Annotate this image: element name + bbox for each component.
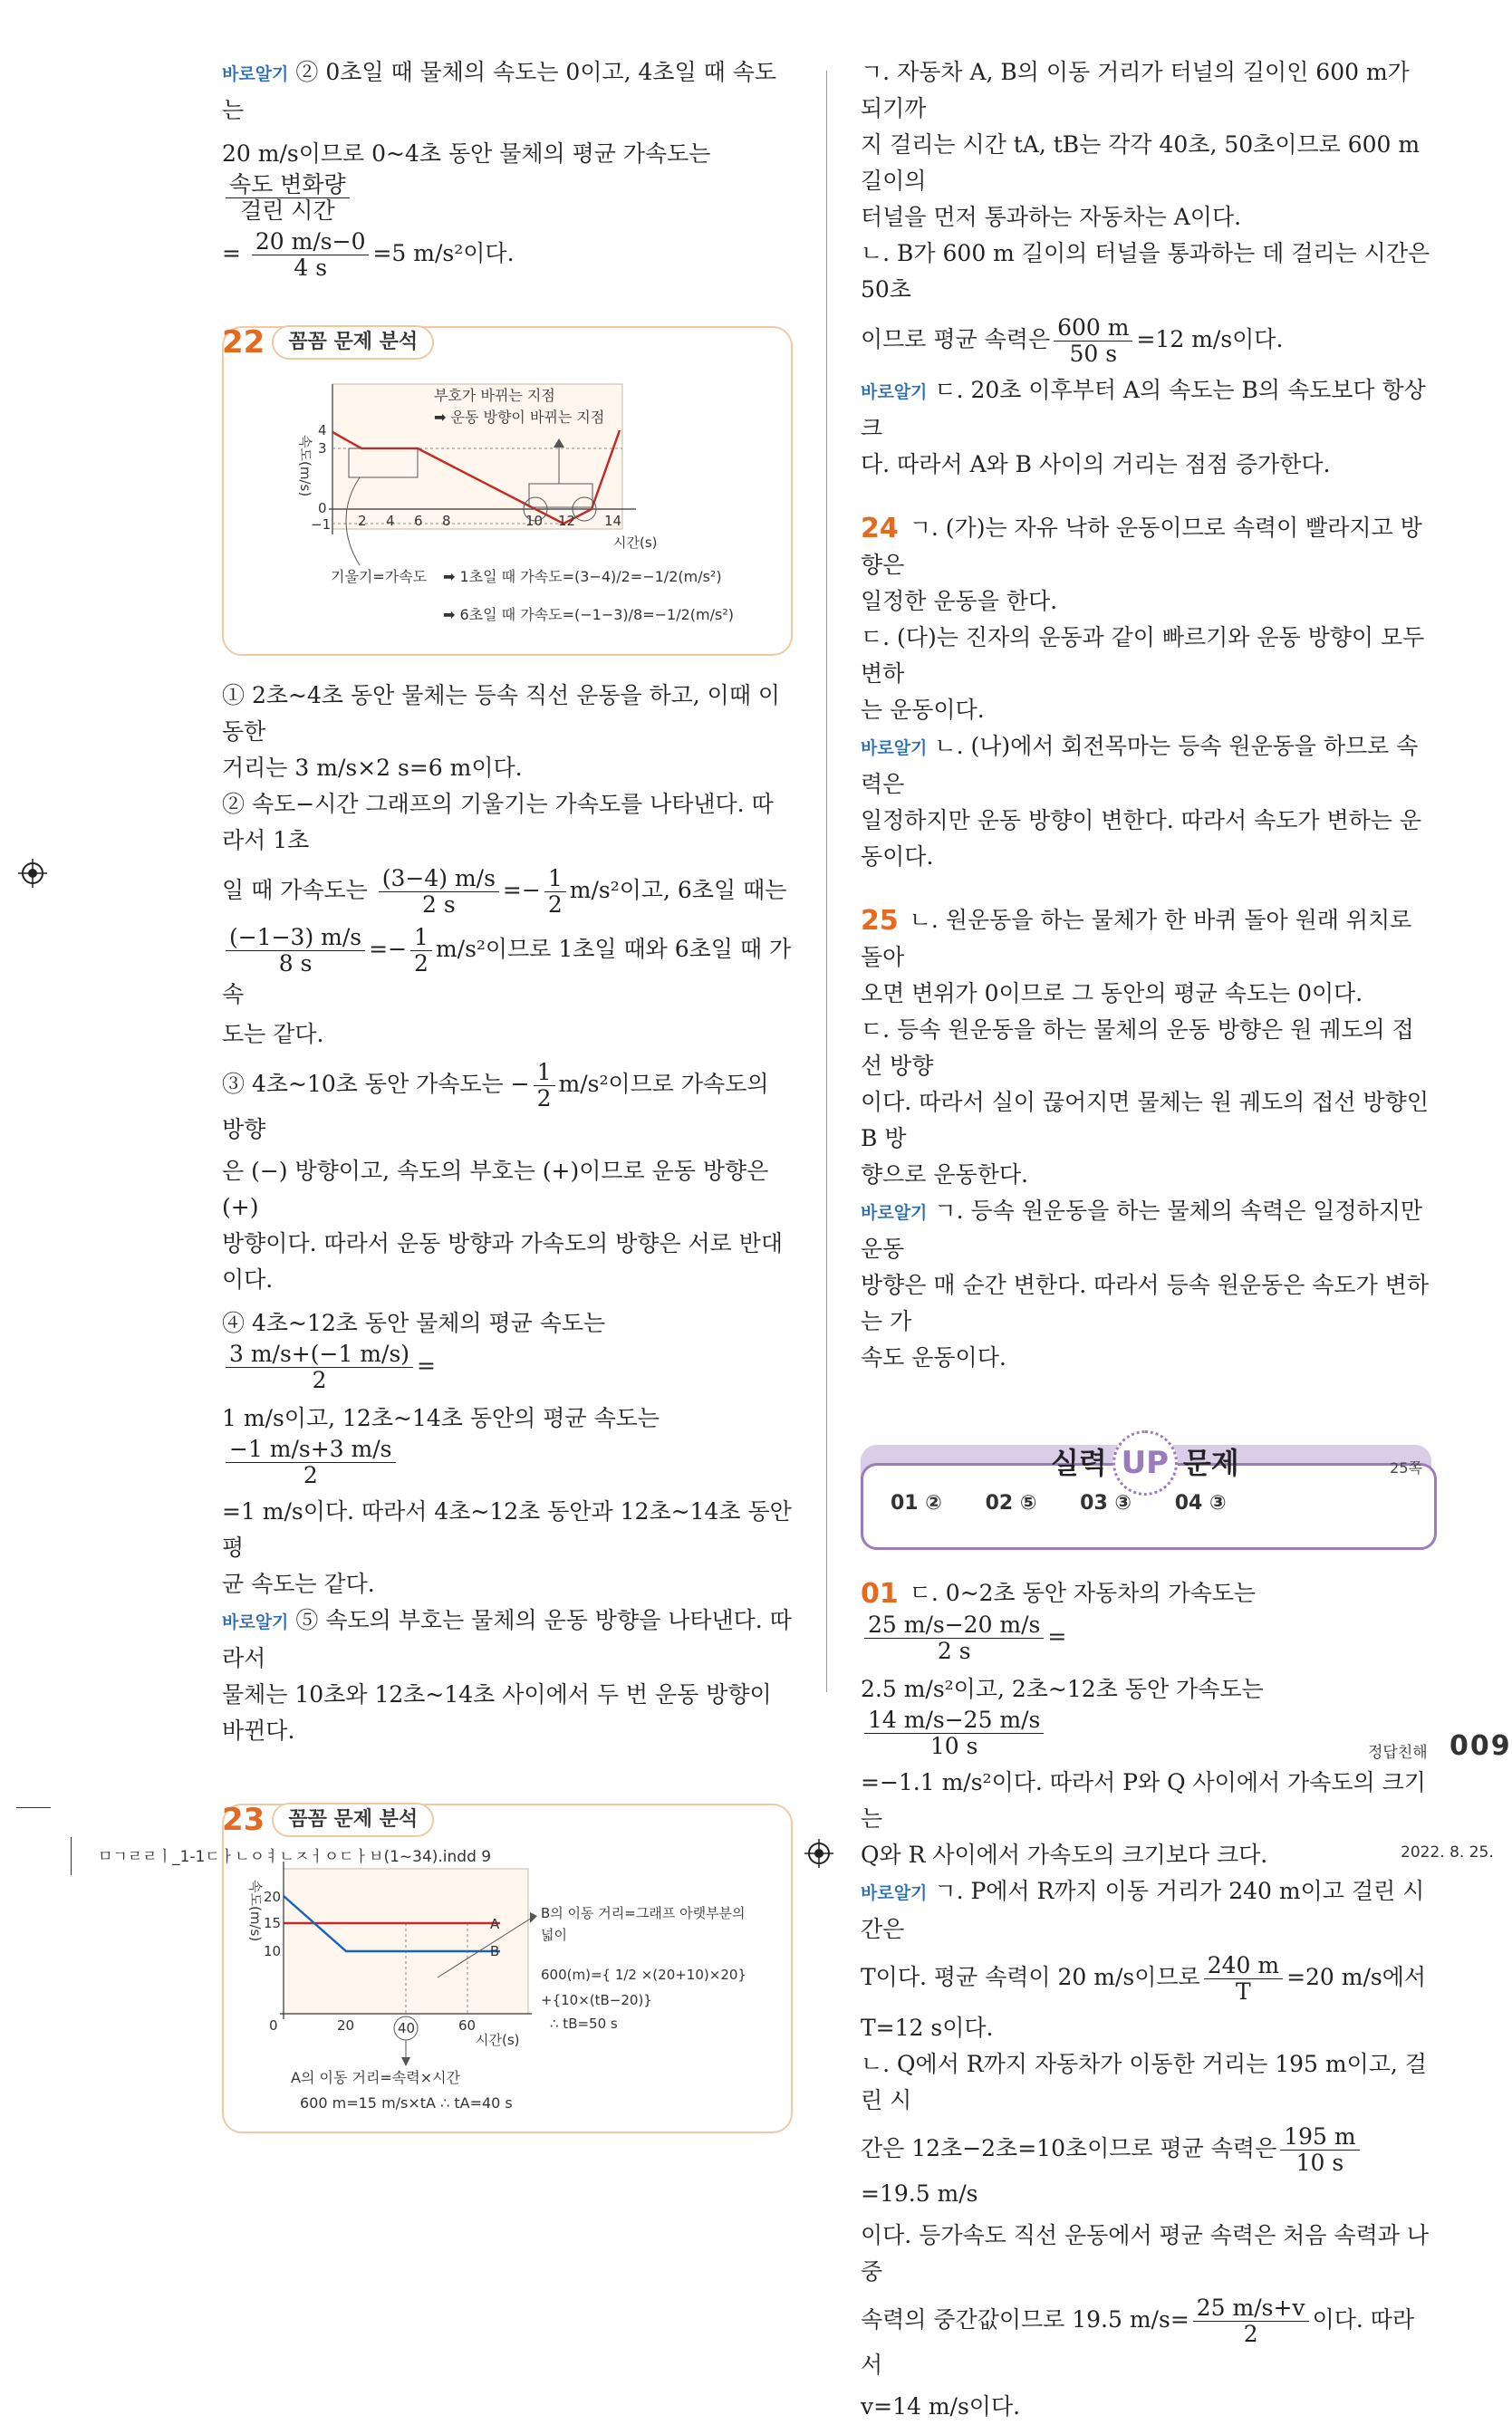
graph-note: 600(m)={ 1/2 ×(20+10)×20} (541, 1967, 746, 1983)
x-tick: 10 (525, 513, 544, 529)
intro-line1: 바로알기 ② 0초일 때 물체의 속도는 0이고, 4초일 때 속도는 (222, 59, 777, 123)
q23-r4: ㄴ. B가 600 m 길이의 터널을 통과하는 데 걸리는 시간은 50초 (861, 240, 1430, 303)
q25-a: 25 ㄴ. 원운동을 하는 물체가 한 바퀴 돌아 원래 위치로 돌아 (861, 905, 1412, 970)
q23-r2: 지 걸리는 시간 tA, tB는 각각 40초, 50초이므로 600 m 길이의 (861, 131, 1421, 194)
q25-c: ㄷ. 등속 원운동을 하는 물체의 운동 방향은 원 궤도의 접선 방향 (861, 1016, 1414, 1079)
answer-item: 04 ③ (1174, 1492, 1227, 1515)
x-tick: 20 (337, 2017, 355, 2034)
q01-j: 이다. 등가속도 직선 운동에서 평균 속력은 처음 속력과 나중 (861, 2222, 1429, 2285)
q01-k: 속력의 중간값이므로 19.5 m/s= $\frac{25 m/s+v}{2}$ 이다. 따라서 (861, 2295, 1415, 2378)
fraction: $\frac{25 m/s-20 m/s}{2 s}$ (864, 1612, 1044, 1664)
q22-p5b: 물체는 10초와 12초~14초 사이에서 두 번 운동 방향이 바뀐다. (222, 1681, 772, 1744)
graph-note: 기울기=가속도 (331, 568, 428, 585)
graph-note: ➡ 1초일 때 가속도=(3−4)/2=−1/2(m/s²) (443, 568, 722, 585)
y-tick: 15 (264, 1915, 282, 1931)
fraction: $\frac{240 m}{T}$ (1204, 1953, 1283, 2005)
q23-r3: 터널을 먼저 통과하는 자동차는 A이다. (861, 204, 1242, 230)
footer-rule (16, 1807, 51, 1808)
q22-p4a: ④ 4초~12초 동안 물체의 평균 속도는 $\frac{3 m/s+(-1 m/s)}{2}$ = (222, 1310, 606, 1393)
fraction: $\frac{25 m/s+v}{2}$ (1193, 2295, 1309, 2347)
q22-p2a: ② 속도−시간 그래프의 기울기는 가속도를 나타낸다. 따라서 1초 (222, 791, 774, 853)
q23-r5: 이므로 평균 속력은 $\frac{600 m}{50 s}$ =12 m/s이다. (861, 314, 1284, 367)
graph-note: +{10×(tB−20)} (541, 1992, 652, 2008)
q25-d: 이다. 따라서 실이 끊어지면 물체는 원 궤도의 접선 방향인 B 방 (861, 1089, 1429, 1151)
q01-a: 01 ㄷ. 0~2초 동안 자동차의 가속도는 $\frac{25 m/s-20 m/s}{2 s}$ = (861, 1578, 1257, 1664)
q01-b: 2.5 m/s²이고, 2초~12초 동안 가속도는 $\frac{14 m/s-25 m/s}{10 s}$ (861, 1676, 1264, 1759)
q23-r6b: 다. 따라서 A와 B 사이의 거리는 점점 증가한다. (861, 451, 1331, 477)
q22-p1b: 거리는 3 m/s×2 s=6 m이다. (222, 755, 523, 781)
correction-tag: 바로알기 (861, 1883, 928, 1903)
graph-note: ➡ 6초일 때 가속도=(−1−3)/8=−1/2(m/s²) (443, 606, 734, 623)
fraction: $\frac{1}{2}$ (544, 866, 566, 918)
q01-l: v=14 m/s이다. (861, 2393, 1021, 2420)
answer-item: 02 ⑤ (985, 1492, 1037, 1515)
x-tick: 60 (458, 2017, 477, 2034)
intro-line3: = $\frac{20 m/s-0}{4 s}$ =5 m/s²이다. (222, 228, 515, 281)
q25-g: 방향은 매 순간 변한다. 따라서 등속 원운동은 속도가 변하는 가 (861, 1272, 1429, 1334)
q23-r6a: 바로알기 ㄷ. 20초 이후부터 A의 속도는 B의 속도보다 항상 크 (861, 377, 1426, 441)
correction-tag: 바로알기 (861, 1203, 928, 1223)
footer-section-label: 정답친해 (1368, 1744, 1428, 1762)
q01-h: ㄴ. Q에서 R까지 자동차가 이동한 거리는 195 m이고, 걸린 시 (861, 2051, 1427, 2113)
question-number: 23 (222, 1802, 265, 1838)
left-column (222, 54, 793, 2133)
q22-p4d: 균 속도는 같다. (222, 1571, 375, 1597)
q01-c: =−1.1 m/s²이다. 따라서 P와 Q 사이에서 가속도의 크기는 (861, 1769, 1426, 1832)
up-badge-icon: UP (1112, 1430, 1178, 1496)
x-tick: 40 (398, 2020, 416, 2036)
y-axis-label: 속도(m/s) (247, 1880, 264, 1942)
graph-note: A의 이동 거리=속력×시간 (291, 2069, 461, 2086)
section-title: 실력 UP 문제 (1051, 1430, 1239, 1496)
x-axis-label: 시간(s) (613, 534, 658, 551)
footer-date: 2022. 8. 25. (1401, 1843, 1494, 1862)
q22-p2b: 일 때 가속도는 $\frac{(3-4) m/s}{2 s}$ =− $\frac{1}{2}$ m/s²이고, 6초일 때는 (222, 865, 787, 918)
correction-tag: 바로알기 (222, 64, 289, 84)
x-tick: 4 (386, 513, 395, 529)
q24-c: ㄷ. (다)는 진자의 운동과 같이 빠르기와 운동 방향이 모두 변하 (861, 624, 1425, 687)
fraction: $\frac{1}{2}$ (534, 1060, 555, 1111)
q24-e: 바로알기 ㄴ. (나)에서 회전목마는 등속 원운동을 하므로 속력은 (861, 733, 1419, 797)
y-tick: −1 (311, 516, 332, 533)
q24-d: 는 운동이다. (861, 697, 985, 723)
q25-e: 향으로 운동한다. (861, 1161, 1028, 1188)
graph-note: 600 m=15 m/s×tA ∴ tA=40 s (300, 2094, 513, 2112)
registration-mark-icon (804, 1839, 833, 1868)
fraction: $\frac{600 m}{50 s}$ (1054, 315, 1132, 367)
question-number: 01 (861, 1578, 899, 1610)
q24-b: 일정한 운동을 한다. (861, 588, 1058, 614)
question-number: 22 (222, 324, 265, 361)
x-tick: 6 (414, 513, 423, 529)
graph-note: B의 이동 거리=그래프 아랫부분의 (541, 1905, 746, 1921)
q24-a: 24 ㄱ. (가)는 자유 낙하 운동이므로 속력이 빨라지고 방향은 (861, 513, 1422, 578)
q25-b: 오면 변위가 0이므로 그 동안의 평균 속도는 0이다. (861, 980, 1363, 1006)
intro-line2: 20 m/s이므로 0~4초 동안 물체의 평균 가속도는 $\frac{\text{속도 변화량}}{\text{걸린 시간}}$ (222, 140, 711, 224)
q22-p1a: ① 2초~4초 동안 물체는 등속 직선 운동을 하고, 이때 이동한 (222, 682, 781, 745)
skill-up-section-header (861, 1430, 1431, 1539)
q25-h: 속도 운동이다. (861, 1344, 1006, 1371)
series-label: A (490, 1916, 500, 1932)
x-axis-label: 시간(s) (476, 2032, 520, 2048)
q22-p5a: 바로알기 ⑤ 속도의 부호는 물체의 운동 방향을 나타낸다. 따라서 (222, 1607, 792, 1671)
answer-item: 03 ③ (1080, 1492, 1132, 1515)
q22-p3b: 은 (−) 방향이고, 속도의 부호는 (+)이므로 운동 방향은 (+) (222, 1158, 769, 1220)
y-tick: 0 (318, 500, 327, 516)
fraction: $\frac{(-1-3) m/s}{8 s}$ (226, 925, 365, 977)
q22-p2c: $\frac{(-1-3) m/s}{8 s}$ =− $\frac{1}{2}$ m/s²이므로 1초일 때와 6초일 때 가속 (222, 924, 792, 1007)
column-divider (826, 71, 827, 1692)
q22-p2d: 도는 같다. (222, 1021, 324, 1047)
q22-analysis-box (222, 326, 793, 656)
graph-note: 부호가 바뀌는 지점 (434, 387, 555, 404)
correction-tag: 바로알기 (861, 382, 928, 402)
correction-tag: 바로알기 (861, 738, 928, 758)
footer-rule-vertical (71, 1837, 72, 1875)
fraction: $\frac{1}{2}$ (410, 925, 432, 977)
y-tick: 4 (318, 422, 327, 438)
q22-p4b: 1 m/s이고, 12초~14초 동안의 평균 속도는 $\frac{-1 m/s+3 m/s}{2}$ (222, 1405, 660, 1488)
q01-i: 간은 12초−2초=10초이므로 평균 속력은 $\frac{195 m}{10 s}$ =19.5 m/s (861, 2124, 1431, 2212)
q22-p3c: 방향이다. 따라서 운동 방향과 가속도의 방향은 서로 반대이다. (222, 1230, 784, 1293)
fraction: $\frac{195 m}{10 s}$ (1280, 2124, 1359, 2176)
x-tick: 8 (442, 513, 451, 529)
q23-r1: ㄱ. 자동차 A, B의 이동 거리가 터널의 길이인 600 m가 되기까 (861, 59, 1410, 121)
y-tick: 20 (264, 1889, 282, 1905)
y-axis-label: 속도(m/s) (297, 435, 313, 497)
q01-f: T이다. 평균 속력이 20 m/s이므로 $\frac{240 m}{T}$ =20 m/s에서 (861, 1952, 1427, 2005)
analysis-label: 꼼꼼 문제 분석 (272, 325, 434, 360)
fraction: $\frac{20 m/s-0}{4 s}$ (252, 229, 370, 281)
analysis-label: 꼼꼼 문제 분석 (272, 1803, 434, 1837)
fraction: $\frac{(3-4) m/s}{2 s}$ (379, 866, 499, 918)
series-label: B (490, 1943, 500, 1959)
fraction: $\frac{3 m/s+(-1 m/s)}{2}$ (226, 1342, 413, 1393)
x-tick: 14 (604, 513, 622, 529)
registration-mark-icon (18, 859, 47, 888)
q22-p4c: =1 m/s이다. 따라서 4초~12초 동안과 12초~14초 동안 평 (222, 1498, 792, 1561)
footer-page-mark: 009 (1449, 1730, 1512, 1762)
velocity-time-graph-22 (224, 328, 791, 645)
x-tick: 2 (358, 513, 367, 529)
graph-note: ➡ 운동 방향이 바뀌는 지점 (434, 409, 605, 426)
right-column (861, 54, 1431, 2425)
graph-note: 넓이 (541, 1927, 567, 1943)
question-number: 25 (861, 905, 899, 937)
q01-e: 바로알기 ㄱ. P에서 R까지 이동 거리가 240 m이고 걸린 시간은 (861, 1878, 1425, 1942)
question-number: 24 (861, 513, 899, 544)
y-tick: 0 (269, 2017, 278, 2034)
q22-p3a: ③ 4초~10초 동안 가속도는 − $\frac{1}{2}$ m/s²이므로 가속도의 방향 (222, 1059, 769, 1142)
graph-note: ∴ tB=50 s (550, 2016, 618, 2032)
fraction: $\frac{-1 m/s+3 m/s}{2}$ (226, 1437, 396, 1488)
fraction: $\frac{14 m/s-25 m/s}{10 s}$ (864, 1708, 1044, 1759)
x-tick: 12 (558, 513, 576, 529)
y-tick: 10 (264, 1943, 282, 1959)
page-reference: 25쪽 (1390, 1459, 1422, 1477)
q25-f: 바로알기 ㄱ. 등속 원운동을 하는 물체의 속력은 일정하지만 운동 (861, 1198, 1423, 1262)
correction-tag: 바로알기 (222, 1612, 289, 1632)
fraction: $\frac{\text{속도 변화량}}{\text{걸린 시간}}$ (226, 172, 350, 224)
q24-f: 일정하지만 운동 방향이 변한다. 따라서 속도가 변하는 운동이다. (861, 807, 1422, 870)
answer-item: 01 ② (891, 1492, 942, 1515)
q01-g: T=12 s이다. (861, 2015, 994, 2041)
footer-file-name: ㅁㄱㄹㄹㅣ_1-1ㄷㅏㄴㅇㅕㄴㅈㅓㅇㄷㅏㅂ(1~34).indd 9 (98, 1848, 492, 1866)
y-tick: 3 (318, 440, 327, 457)
q01-d: Q와 R 사이에서 가속도의 크기보다 크다. (861, 1842, 1268, 1868)
